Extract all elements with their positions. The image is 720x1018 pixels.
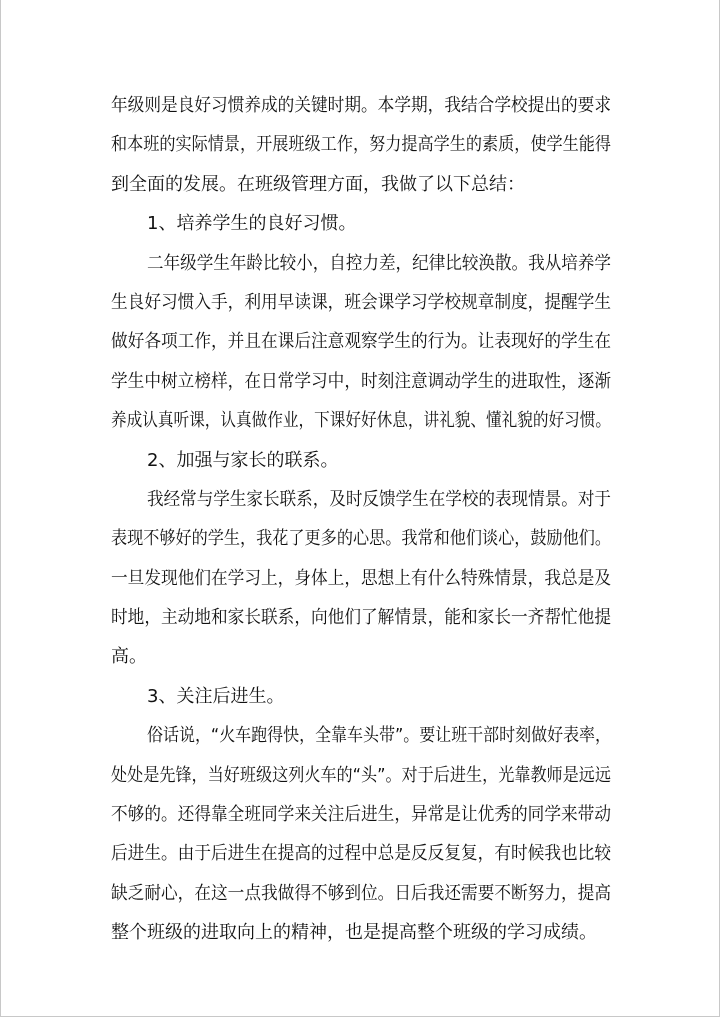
- text-line: 一旦发现他们在学习上，身体上，思想上有什么特殊情景，我总是及: [111, 567, 611, 589]
- text-line: 做好各项工作，并且在课后注意观察学生的行为。让表现好的学生在: [111, 331, 611, 353]
- text-line: 二年级学生年龄比较小，自控力差，纪律比较涣散。我从培养学: [147, 252, 611, 274]
- text-line: 我经常与学生家长联系，及时反馈学生在学校的表现情景。对于: [147, 488, 611, 510]
- text-line: 处处是先锋，当好班级这列火车的“头”。对于后进生，光靠教师是远远: [111, 764, 611, 786]
- text-line: 俗话说，“火车跑得快，全靠车头带”。要让班干部时刻做好表率，: [147, 725, 612, 747]
- text-line: 和本班的实际情景，开展班级工作，努力提高学生的素质，使学生能得: [111, 134, 612, 156]
- text-line: 到全面的发展。在班级管理方面，我做了以下总结：: [111, 173, 525, 195]
- text-line: 生良好习惯入手，利用早读课，班会课学习学校规章制度，提醒学生: [111, 291, 611, 313]
- text-line: 2、加强与家长的联系。: [147, 449, 339, 471]
- text-line: 整个班级的进取向上的精神，也是提高整个班级的学习成绩。: [111, 922, 597, 944]
- text-line: 1、培养学生的良好习惯。: [147, 213, 357, 235]
- document-body: [111, 86, 611, 953]
- text-line: 表现不够好的学生，我花了更多的心思。我常和他们谈心，鼓励他们。: [111, 528, 612, 550]
- text-line: 高。: [111, 646, 147, 668]
- text-line: 学生中树立榜样，在日常学习中，时刻注意调动学生的进取性，逐渐: [111, 370, 611, 392]
- text-line: 3、关注后进生。: [147, 685, 285, 707]
- text-line: 缺乏耐心，在这一点我做得不够到位。日后我还需要不断努力，提高: [111, 882, 611, 904]
- text-line: 不够的。还得靠全班同学来关注后进生，异常是让优秀的同学来带动: [111, 804, 611, 826]
- text-line: 时地，主动地和家长联系，向他们了解情景，能和家长一齐帮忙他提: [111, 607, 611, 629]
- text-line: 后进生。由于后进生在提高的过程中总是反反复复，有时候我也比较: [111, 843, 611, 865]
- text-line: 养成认真听课，认真做作业，下课好好休息，讲礼貌、懂礼貌的好习惯。: [111, 410, 612, 432]
- text-line: 年级则是良好习惯养成的关键时期。本学期，我结合学校提出的要求: [111, 95, 611, 116]
